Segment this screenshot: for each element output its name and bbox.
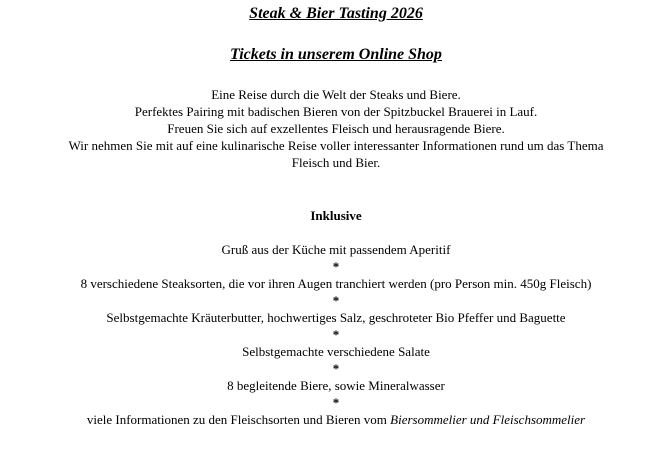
list-item: Selbstgemachte Kräuterbutter, hochwertiges Salz, geschroteter Bio Pfeffer und Baguette — [106, 310, 566, 325]
intro-text — [0, 86, 672, 171]
separator-asterisk: * — [332, 361, 340, 376]
separator-asterisk: * — [332, 395, 340, 410]
separator-asterisk: * — [332, 293, 340, 308]
list-item-text: viele Informationen zu den Fleischsorten und Bieren vom — [86, 412, 391, 427]
list-item: 8 verschiedene Steaksorten, die vor ihren Augen tranchiert werden (pro Person min. 450g Fleisch) — [80, 276, 592, 291]
separator-asterisk: * — [332, 259, 340, 274]
list-item: 8 begleitende Biere, sowie Mineralwasser — [227, 378, 445, 393]
list-item: Gruß aus der Küche mit passendem Aperitif — [221, 242, 451, 257]
list-item-last — [0, 411, 672, 428]
inklusive-list — [0, 241, 672, 428]
sommelier-emphasis: Biersommelier und Fleischsommelier — [390, 412, 586, 427]
separator-asterisk: * — [332, 327, 340, 342]
intro-line: Fleisch und Bier. — [291, 155, 381, 170]
intro-line: Freuen Sie sich auf exzellentes Fleisch und herausragende Biere. — [167, 121, 505, 136]
page-title: Steak & Bier Tasting 2026 — [249, 5, 423, 22]
intro-line: Eine Reise durch die Welt der Steaks und Biere. — [211, 87, 461, 102]
list-item: Selbstgemachte verschiedene Salate — [242, 344, 430, 359]
intro-line: Wir nehmen Sie mit auf eine kulinarische Reise voller interessanter Informationen rund um das Thema — [68, 138, 604, 153]
online-shop-link[interactable]: Tickets in unserem Online Shop — [230, 46, 442, 63]
inklusive-heading: Inklusive — [310, 208, 362, 223]
intro-line: Perfektes Pairing mit badischen Bieren von der Spitzbuckel Brauerei in Lauf. — [134, 104, 538, 119]
